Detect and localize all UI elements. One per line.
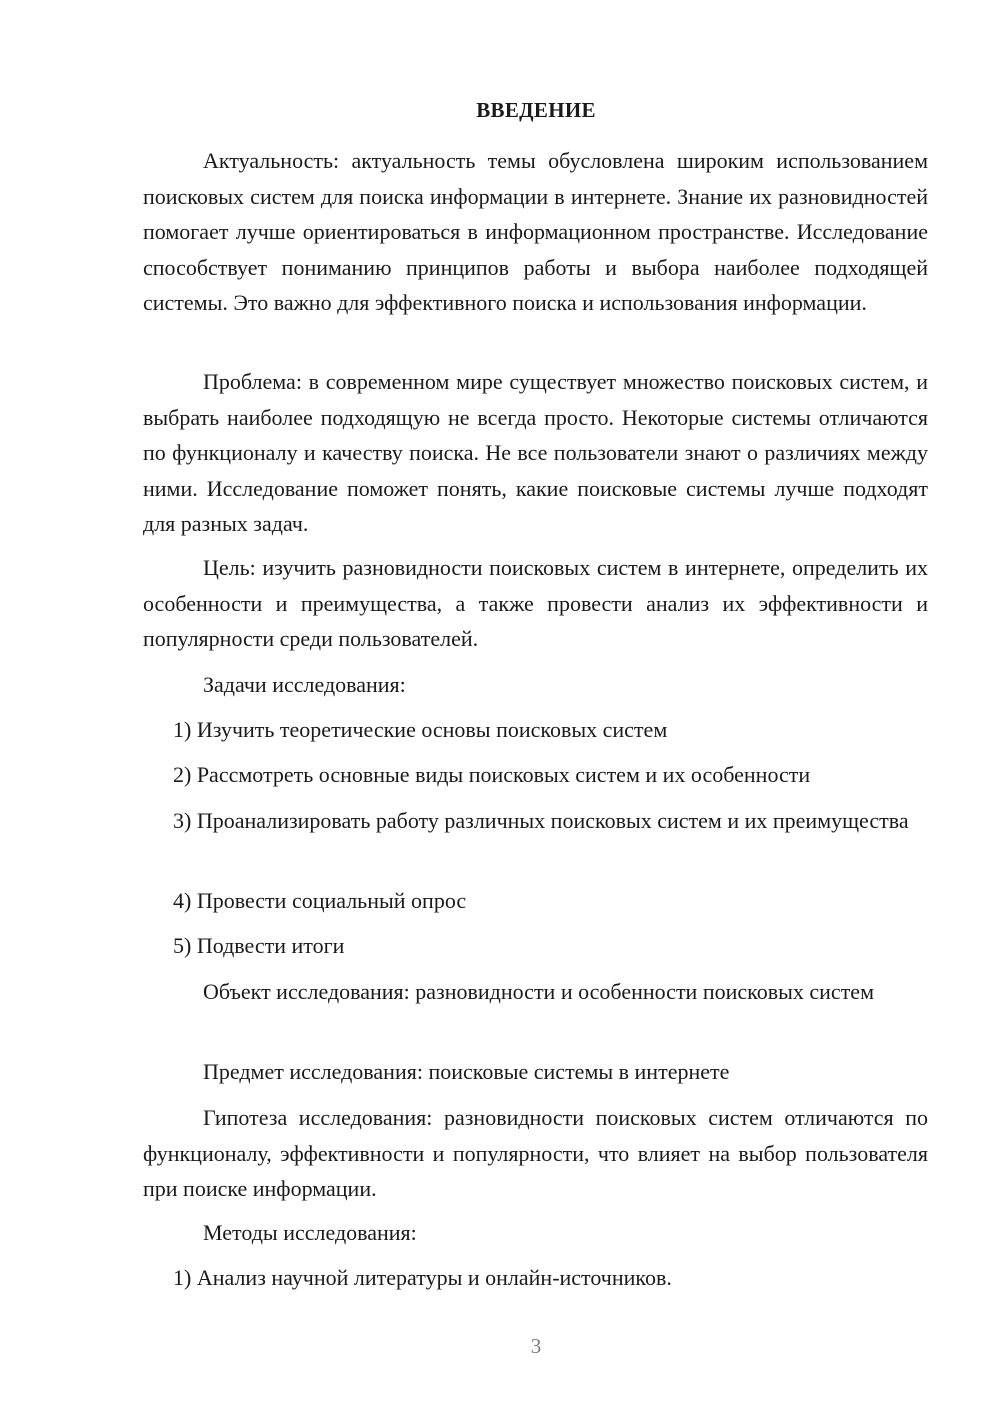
goal-paragraph: Цель: изучить разновидности поисковых систем в интернете, определить их особенности и преимущества, а также провести анализ их эффективности и популярности среди пользователей. <box>143 555 928 651</box>
method-item: 1) Анализ научной литературы и онлайн-источников. <box>173 1265 672 1290</box>
hypothesis-paragraph: Гипотеза исследования: разновидности поисковых систем отличаются по функционалу, эффективности и популярности, что влияет на выбор пользователя при поиске информации. <box>143 1105 928 1201</box>
page-number: 3 <box>530 1334 542 1358</box>
tasks-label: Задачи исследования: <box>203 672 406 697</box>
methods-label: Методы исследования: <box>203 1220 417 1245</box>
problem-paragraph: Проблема: в современном мире существует множество поисковых систем, и выбрать наиболее подходящую не всегда просто. Некоторые системы отличаются по функционалу и качеству поиска. Не все пользователи знают о различиях между ними. Исследование поможет понять, какие поисковые системы лучше подходят для разных задач. <box>143 369 928 536</box>
relevance-paragraph: Актуальность: актуальность темы обусловлена широким использованием поисковых систем для поиска информации в интернете. Знание их разновидностей помогает лучше ориентироваться в информационном пространстве. Исследование способствует пониманию принципов работы и выбора наиболее подходящей системы. Это важно для эффективного поиска и использования информации. <box>143 148 928 315</box>
task-item: 5) Подвести итоги <box>173 933 345 958</box>
object-paragraph: Объект исследования: разновидности и особенности поисковых систем <box>203 979 874 1004</box>
subject-paragraph: Предмет исследования: поисковые системы в интернете <box>203 1059 730 1084</box>
task-item: 4) Провести социальный опрос <box>173 888 467 913</box>
task-item: 2) Рассмотреть основные виды поисковых систем и их особенности <box>173 762 811 787</box>
task-item: 1) Изучить теоретические основы поисковых систем <box>173 717 668 742</box>
task-item: 3) Проанализировать работу различных поисковых систем и их преимущества <box>173 808 909 833</box>
section-heading: ВВЕДЕНИЕ <box>476 98 596 122</box>
